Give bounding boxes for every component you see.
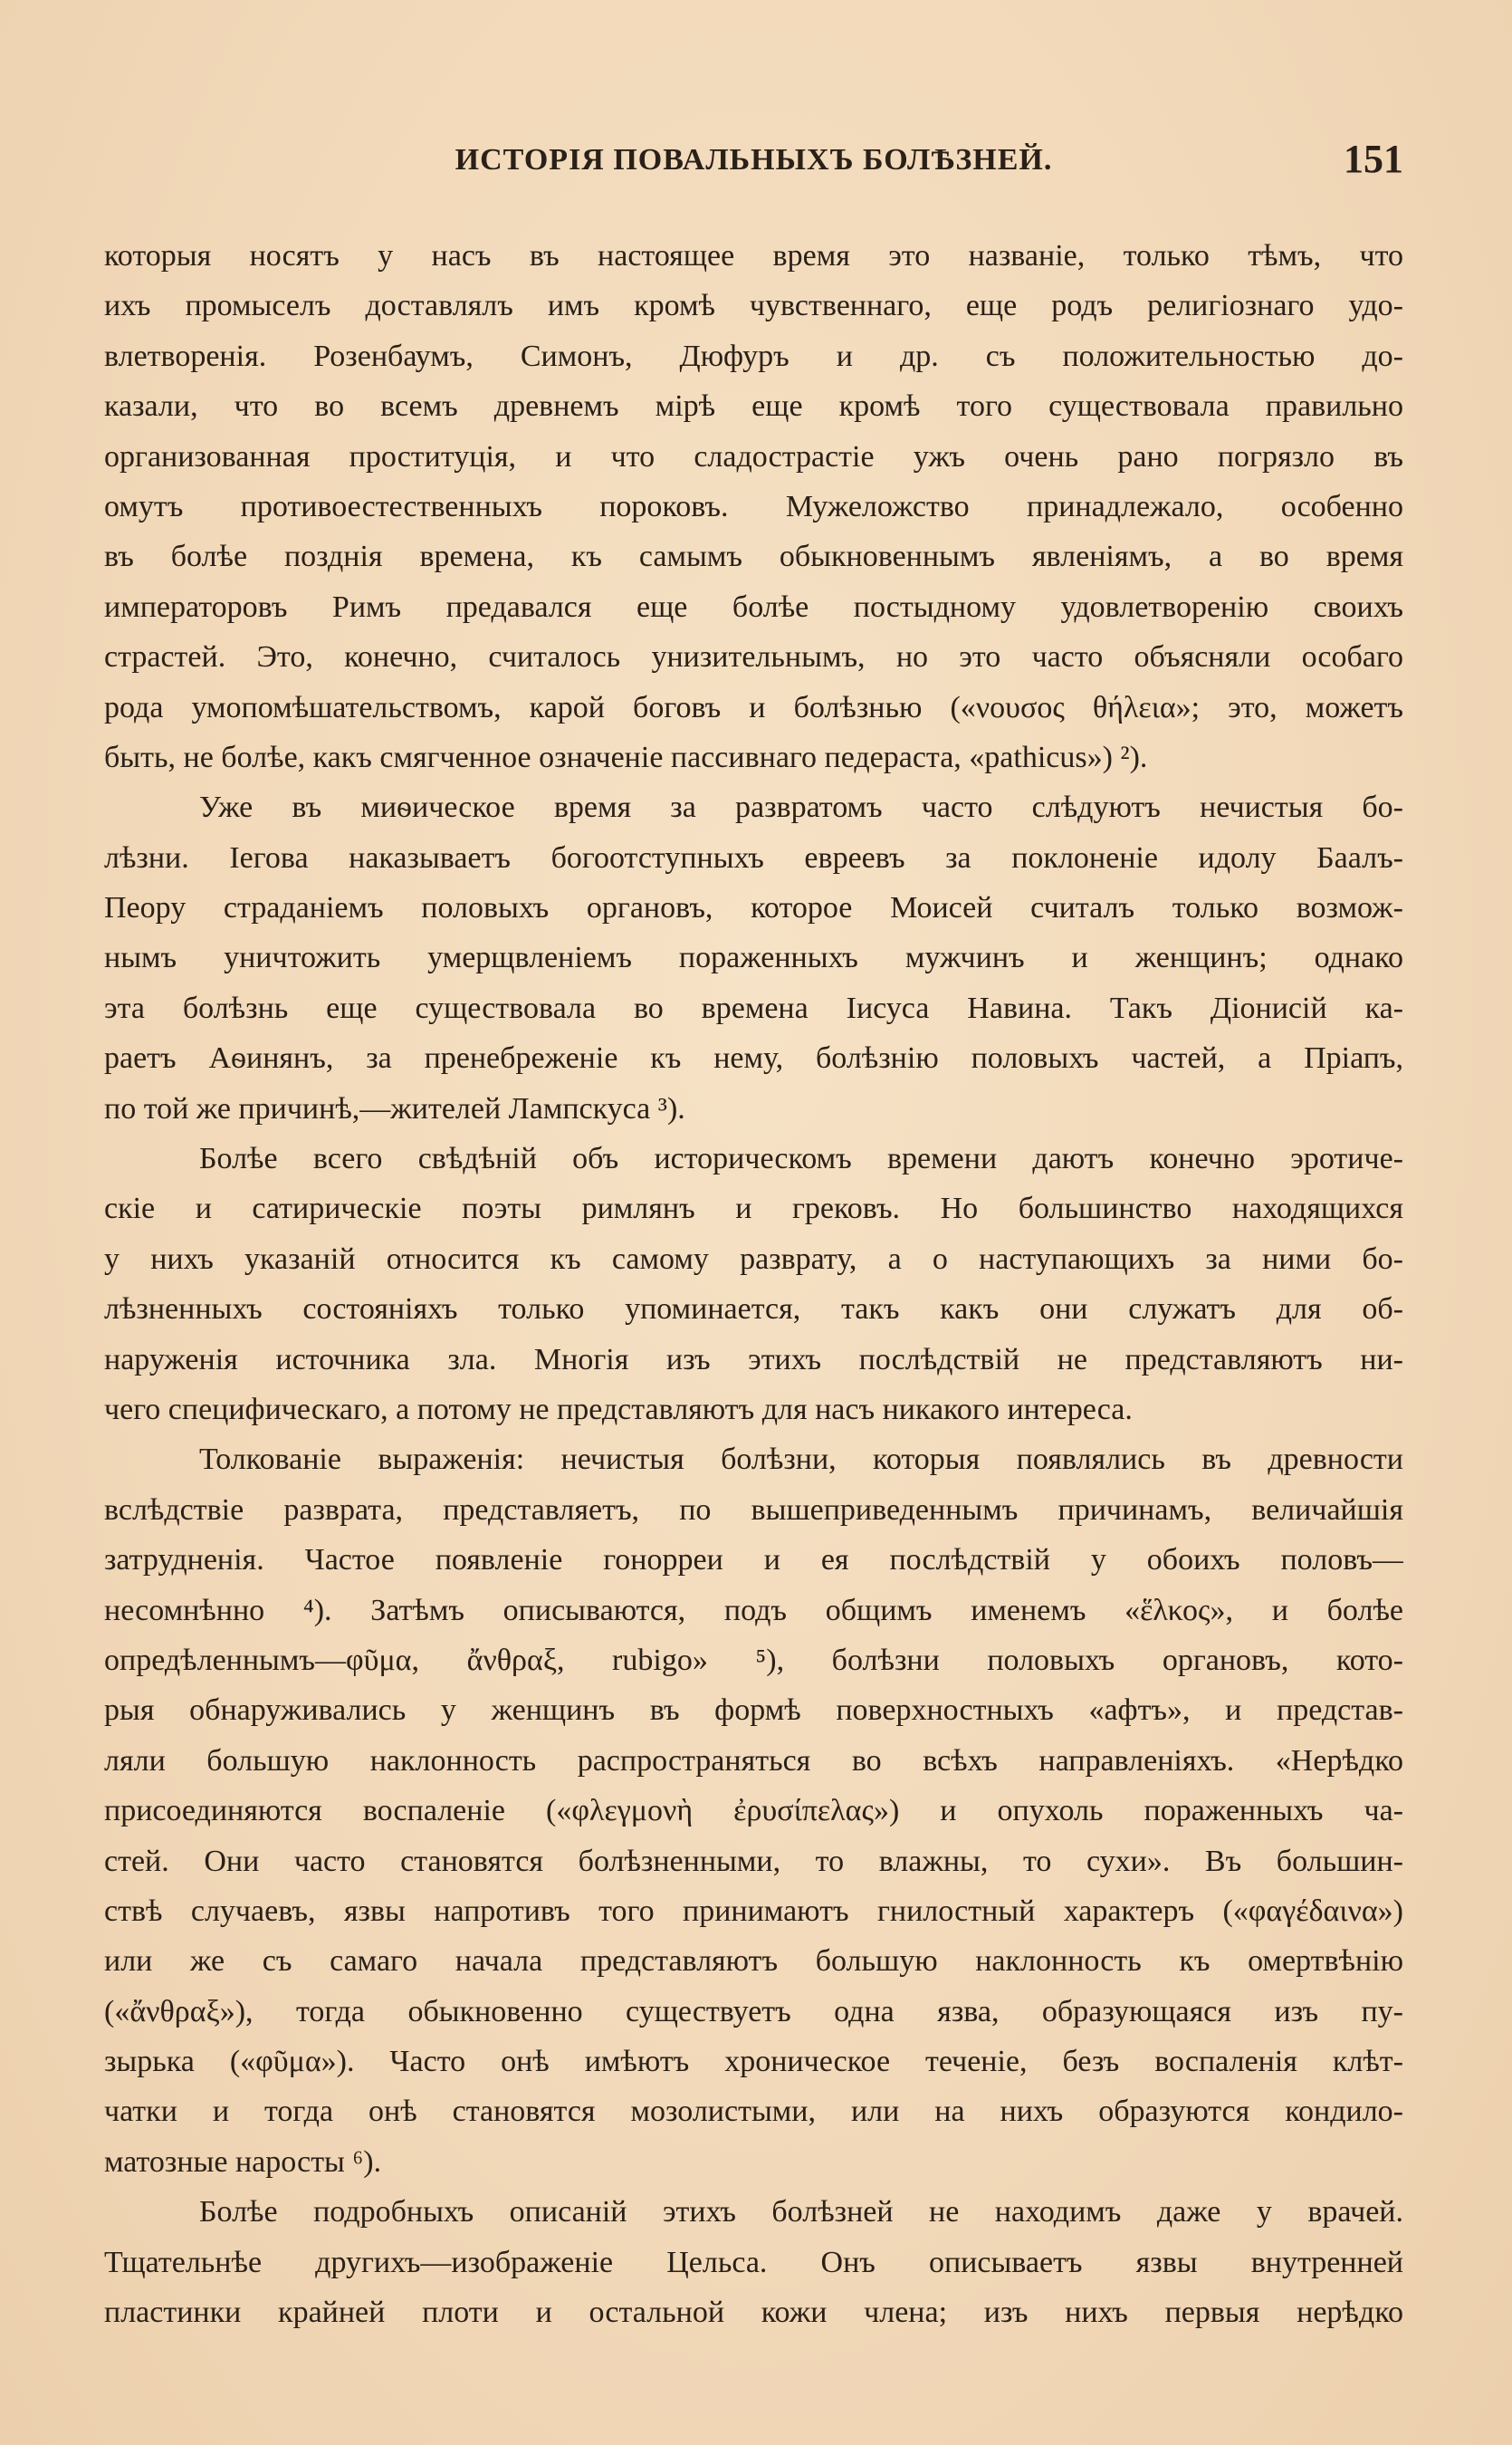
text-line: вслѣдствіе разврата, представляетъ, по вышеприведеннымъ причинамъ, величайшія (104, 1492, 1403, 1527)
text-line: Пеору страданіемъ половыхъ органовъ, которое Моисей считалъ только возмож- (104, 891, 1403, 925)
text-line: раетъ Аѳинянъ, за пренебреженіе къ нему, болѣзнію половыхъ частей, а Пріапъ, (104, 1041, 1403, 1076)
running-title: ИСТОРІЯ ПОВАЛЬНЫХЪ БОЛѢЗНЕЙ. (455, 143, 1053, 177)
text-line: рода умопомѣшательствомъ, карой боговъ и болѣзнью («νουσος θήλεια»; это, можетъ (104, 690, 1403, 724)
text-line: чатки и тогда онѣ становятся мозолистыми, или на нихъ образуются кондило- (104, 2095, 1403, 2129)
text-line: чего специфическаго, а потому не представляютъ для насъ никакого интереса. (104, 1392, 1133, 1426)
text-line: скіе и сатирическіе поэты римлянъ и грековъ. Но большинство находящихся (104, 1192, 1403, 1226)
text-line: ствѣ случаевъ, язвы напротивъ того принимаютъ гнилостный характеръ («φαγέδαινα») (104, 1894, 1403, 1928)
text-line: императоровъ Римъ предавался еще болѣе постыдному удовлетворенію своихъ (104, 590, 1403, 624)
text-line: ихъ промыселъ доставлялъ имъ кромѣ чувственнаго, еще родъ религіознаго удо- (104, 289, 1403, 323)
text-line: затрудненія. Частое появленіе гонорреи и ея послѣдствій у обоихъ половъ— (104, 1543, 1403, 1577)
text-line: Болѣе всего свѣдѣній объ историческомъ времени даютъ конечно эротиче- (199, 1142, 1403, 1176)
text-line: стей. Они часто становятся болѣзненными, то влажны, то сухи». Въ большин- (104, 1844, 1403, 1878)
text-line: Уже въ миѳическое время за развратомъ часто слѣдуютъ нечистыя бо- (199, 791, 1403, 825)
text-line: въ болѣе позднія времена, къ самымъ обыкновеннымъ явленіямъ, а во время (104, 540, 1403, 574)
text-line: зырька («φῦμα»). Часто онѣ имѣютъ хроническое теченіе, безъ воспаленія клѣт- (104, 2045, 1403, 2079)
text-line: наруженія источника зла. Многія изъ этихъ послѣдствій не представляютъ ни- (104, 1342, 1403, 1376)
text-line: страстей. Это, конечно, считалось унизительнымъ, но это часто объясняли особаго (104, 640, 1403, 675)
text-line: пластинки крайней плоти и остальной кожи члена; изъ нихъ первыя нерѣдко (104, 2296, 1403, 2330)
text-line: Тщательнѣе другихъ—изображеніе Цельса. Онъ описываетъ язвы внутренней (104, 2245, 1403, 2279)
text-line: которыя носятъ у насъ въ настоящее время это названіе, только тѣмъ, что (104, 239, 1403, 273)
text-line: Болѣе подробныхъ описаній этихъ болѣзней не находимъ даже у врачей. (199, 2195, 1403, 2229)
body-text (104, 231, 1403, 2337)
text-line: присоединяются воспаленіе («φλεγμονὴ ἐρυσίπελας») и опухоль пораженныхъ ча- (104, 1794, 1403, 1828)
text-line: несомнѣнно ⁴). Затѣмъ описываются, подъ общимъ именемъ «ἕλκος», и болѣе (104, 1593, 1403, 1627)
text-line: лѣзненныхъ состояніяхъ только упоминается, такъ какъ они служатъ для об- (104, 1292, 1403, 1327)
running-head (104, 137, 1403, 188)
text-line: казали, что во всемъ древнемъ мірѣ еще кромѣ того существовала правильно (104, 389, 1403, 424)
text-line: нымъ уничтожить умерщвленіемъ пораженныхъ мужчинъ и женщинъ; однако (104, 941, 1403, 975)
text-line: омутъ противоестественныхъ пороковъ. Мужеложство принадлежало, особенно (104, 489, 1403, 523)
page-number: 151 (1344, 137, 1403, 181)
text-line: по той же причинѣ,—жителей Лампскуса ³). (104, 1091, 685, 1126)
text-line: эта болѣзнь еще существовала во времена Іисуса Навина. Такъ Діонисій ка- (104, 991, 1403, 1025)
text-line: лѣзни. Іегова наказываетъ богоотступныхъ евреевъ за поклоненіе идолу Баалъ- (104, 840, 1403, 875)
text-line: у нихъ указаній относится къ самому разврату, а о наступающихъ за ними бо- (104, 1242, 1403, 1276)
text-line: Толкованіе выраженія: нечистыя болѣзни, которыя появлялись въ древности (199, 1443, 1403, 1477)
text-line: организованная проституція, и что сладострастіе ужъ очень рано погрязло въ (104, 439, 1403, 474)
text-line: матозные наросты ⁶). (104, 2144, 382, 2179)
text-line: быть, не болѣе, какъ смягченное означеніе пассивнаго педераста, «pathicus») ²). (104, 740, 1148, 774)
text-line: («ἄνθραξ»), тогда обыкновенно существуетъ одна язва, образующаяся изъ пу- (104, 1994, 1403, 2028)
text-line: или же съ самаго начала представляютъ большую наклонность къ омертвѣнію (104, 1944, 1403, 1979)
text-line: влетворенія. Розенбаумъ, Симонъ, Дюфуръ и др. съ положительностью до- (104, 339, 1403, 373)
text-line: рыя обнаруживались у женщинъ въ формѣ поверхностныхъ «афтъ», и представ- (104, 1693, 1403, 1728)
text-line: опредѣленнымъ—φῦμα, ἄνθραξ, rubigo» ⁵), болѣзни половыхъ органовъ, кото- (104, 1643, 1403, 1677)
text-line: ляли большую наклонность распространяться во всѣхъ направленіяхъ. «Нерѣдко (104, 1743, 1403, 1778)
